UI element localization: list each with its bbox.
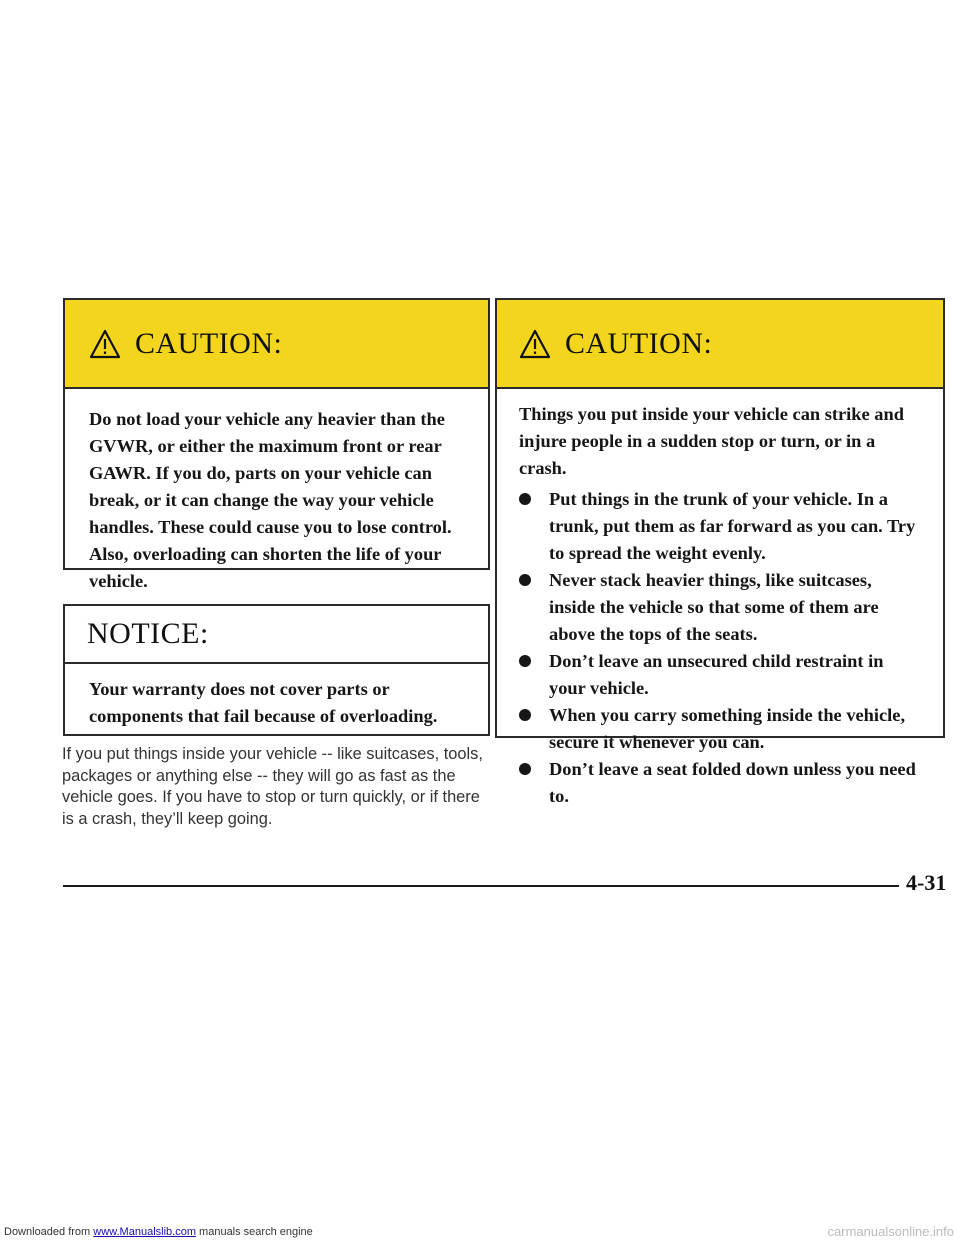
bullet-text: Don’t leave an unsecured child restraint in your vehicle. xyxy=(549,651,884,698)
bullet-icon xyxy=(519,655,531,667)
body-paragraph xyxy=(62,744,492,830)
bullet-item xyxy=(519,702,919,756)
bullet-icon xyxy=(519,574,531,586)
caution-intro: Things you put inside your vehicle can strike and injure people in a sudden stop or turn, or in a crash. xyxy=(519,404,904,478)
caution-body xyxy=(65,389,488,611)
warning-triangle-icon xyxy=(519,329,551,359)
notice-text: Your warranty does not cover parts or components that fail because of overloading. xyxy=(89,679,438,726)
bullet-item xyxy=(519,567,919,648)
notice-body xyxy=(65,664,488,746)
caution-body xyxy=(497,389,943,826)
bullet-item xyxy=(519,756,919,810)
caution-box-right xyxy=(495,298,945,806)
caution-title: CAUTION: xyxy=(565,326,713,360)
bullet-icon xyxy=(519,763,531,775)
page-number: 4-31 xyxy=(906,870,947,895)
bullet-text: Put things in the trunk of your vehicle. In a trunk, put them as far forward as you can. Try to spread the weight evenly. xyxy=(549,489,916,563)
source-banner-prefix: Downloaded from xyxy=(4,1226,91,1238)
manualslib-link[interactable]: www.Manualslib.com xyxy=(93,1226,196,1238)
bullet-icon xyxy=(519,493,531,505)
caution-text: Do not load your vehicle any heavier than the GVWR, or either the maximum front or rear GAWR. If you do, parts on your vehicle can break, or it can change the way your vehicle handles. These could cause you to lose control. Also, overloading can shorten the life of your vehicle. xyxy=(89,409,452,591)
notice-title: NOTICE: xyxy=(87,617,209,650)
source-banner-suffix: manuals search engine xyxy=(199,1226,313,1238)
bullet-text: Don’t leave a seat folded down unless you need to. xyxy=(549,759,916,806)
source-banner xyxy=(4,1226,313,1238)
caution-box-left xyxy=(63,298,490,591)
watermark: carmanualsonline.info xyxy=(827,1224,954,1239)
caution-bullet-list xyxy=(519,486,919,810)
caution-header xyxy=(65,300,488,389)
bullet-text: When you carry something inside the vehicle, secure it whenever you can. xyxy=(549,705,906,752)
bullet-item xyxy=(519,486,919,567)
bullet-item xyxy=(519,648,919,702)
body-paragraph-text: If you put things inside your vehicle -- like suitcases, tools, packages or anything else -- they will go as fast as the vehicle goes. If you have to stop or turn quickly, or if there is a crash, they’ll keep going. xyxy=(62,745,483,828)
caution-title: CAUTION: xyxy=(135,326,283,360)
bullet-icon xyxy=(519,709,531,721)
footer-rule xyxy=(63,885,899,887)
notice-header xyxy=(65,606,488,664)
bullet-text: Never stack heavier things, like suitcases, inside the vehicle so that some of them are above the tops of the seats. xyxy=(549,570,879,644)
notice-box xyxy=(63,604,490,736)
caution-header xyxy=(497,300,943,389)
warning-triangle-icon xyxy=(89,329,121,359)
